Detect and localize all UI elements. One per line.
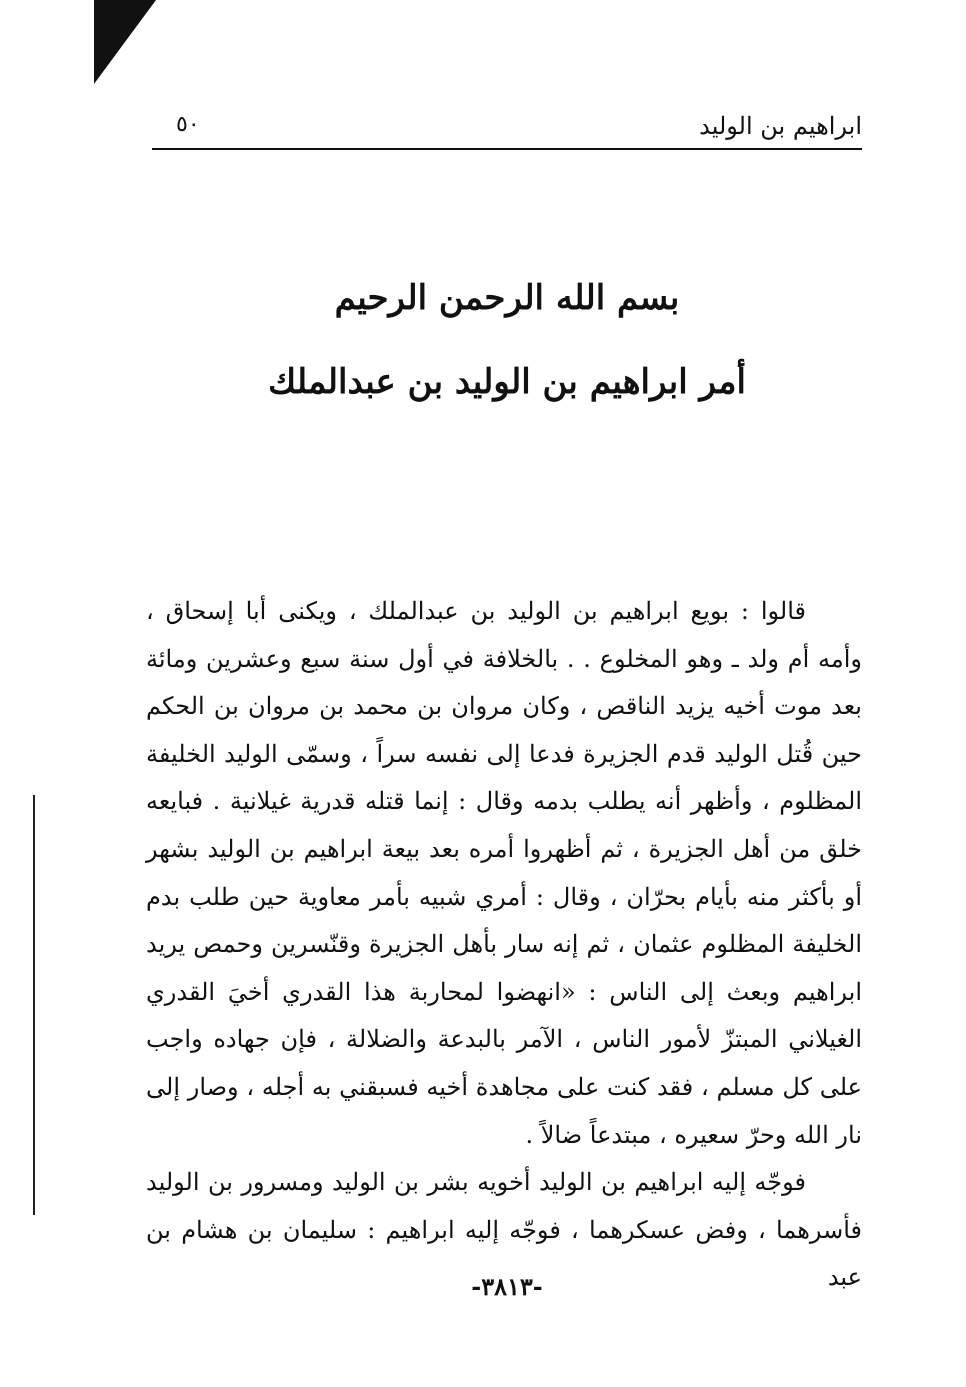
body-text	[146, 588, 862, 1302]
footer-page-number: -٣٨١٣-	[471, 1272, 543, 1301]
paragraph: قالوا : بويع ابراهيم بن الوليد بن عبدالملك ، ويكنى أبا إسحاق ، وأمه أم ولد ـ وهو المخلوع . . بالخلافة في أول سنة سبع وعشرين ومائة بعد موت أخيه يزيد الناقص ، وكان مروان بن محمد بن مروان بن الحكم حين قُتل الوليد قدم الجزيرة فدعا إلى نفسه سراً ، وسمّى الوليد الخليفة المظلوم ، وأظهر أنه يطلب بدمه وقال : إنما قتله قدرية غيلانية . فبايعه خلق من أهل الجزيرة ، ثم أظهروا أمره بعد بيعة ابراهيم بن الوليد بشهر أو بأكثر منه بأيام بحرّان ، وقال : أمري شبيه بأمر معاوية حين طلب بدم الخليفة المظلوم عثمان ، ثم إنه سار بأهل الجزيرة وقنّسرين وحمص يريد ابراهيم وبعث إلى الناس : «انهضوا لمحاربة هذا القدري أخيَ القدري الغيلاني المبتزّ لأمور الناس ، الآمر بالبدعة والضلالة ، فإن جهاده واجب على كل مسلم ، فقد كنت على مجاهدة أخيه فسبقني به أجله ، وصار إلى نار الله وحرّ سعيره ، مبتدعاً ضالاً .	[146, 597, 862, 1149]
paragraph: فوجّه إليه ابراهيم بن الوليد أخويه بشر بن الوليد ومسرور بن الوليد فأسرهما ، وفض عسكرهما ، فوجّه إليه ابراهيم : سليمان بن هشام بن عبد	[146, 1168, 862, 1292]
corner-mark	[94, 0, 156, 84]
header-page-number: ٥٠	[176, 112, 200, 137]
chapter-title: أمر ابراهيم بن الوليد بن عبدالملك	[268, 362, 746, 402]
running-title: ابراهيم بن الوليد	[699, 112, 862, 140]
basmala: بسم الله الرحمن الرحيم	[334, 278, 680, 318]
running-header	[152, 108, 862, 150]
margin-rule	[33, 795, 35, 1215]
